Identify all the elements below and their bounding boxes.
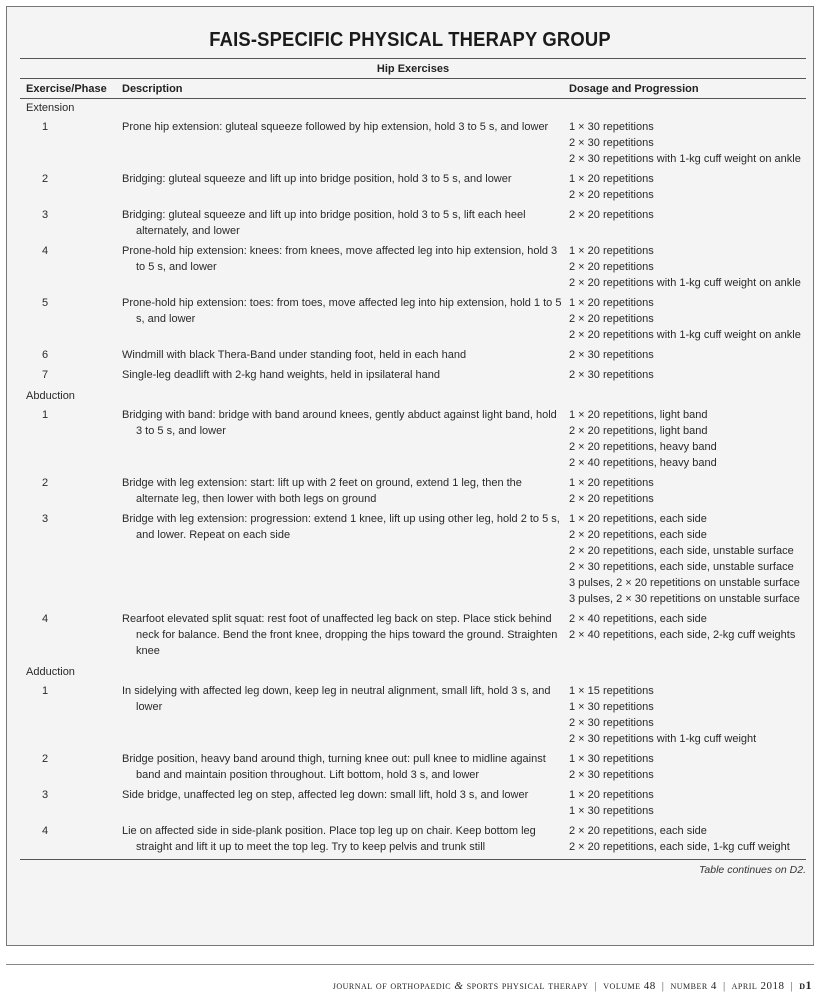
dosage-line: 1 × 20 repetitions, each side	[569, 512, 707, 525]
exercise-dosage	[569, 243, 806, 295]
table-continues-note: Table continues on D2.	[698, 863, 806, 876]
exercise-description	[122, 367, 569, 387]
dosage-line: 2 × 20 repetitions	[569, 260, 654, 273]
dosage-line: 2 × 20 repetitions, each side, 1-kg cuff weight	[569, 840, 790, 853]
exercise-number: 1	[42, 408, 49, 421]
exercise-dosage	[569, 347, 806, 367]
description-text: Bridging with band: bridge with band around knees, gently abduct against light band, hold 3 to 5 s, and lower	[122, 408, 557, 437]
exercise-number: 3	[42, 208, 49, 221]
exercise-description	[122, 407, 569, 475]
exercise-dosage	[569, 407, 806, 475]
exercise-dosage	[569, 683, 806, 751]
table-row	[20, 367, 806, 387]
dosage-line: 2 × 40 repetitions, each side	[569, 612, 707, 625]
exercise-number: 2	[42, 752, 49, 765]
exercise-number: 7	[42, 368, 49, 381]
dosage-line: 2 × 20 repetitions	[569, 188, 654, 201]
exercise-dosage	[569, 207, 806, 243]
dosage-line: 1 × 20 repetitions	[569, 788, 654, 801]
dosage-line: 2 × 20 repetitions	[569, 492, 654, 505]
dosage-line: 2 × 30 repetitions	[569, 368, 654, 381]
exercise-number: 1	[42, 684, 49, 697]
exercise-description	[122, 243, 569, 295]
phase-label: Abduction	[26, 389, 75, 402]
exercise-description	[122, 683, 569, 751]
exercise-description	[122, 823, 569, 860]
exercise-number: 4	[42, 612, 49, 625]
exercise-description	[122, 751, 569, 787]
description-text: Lie on affected side in side-plank position. Place top leg up on chair. Keep bottom leg straight and lift it up to meet the top leg. Try to keep pelvis and trunk still	[122, 824, 536, 853]
dosage-line: 1 × 30 repetitions	[569, 700, 654, 713]
table-row	[20, 683, 806, 751]
exercise-dosage	[569, 171, 806, 207]
dosage-line: 1 × 15 repetitions	[569, 684, 654, 697]
description-text: Bridging: gluteal squeeze and lift up into bridge position, hold 3 to 5 s, and lower	[122, 172, 512, 185]
phase-row	[20, 663, 806, 683]
dosage-line: 2 × 40 repetitions, heavy band	[569, 456, 717, 469]
dosage-line: 1 × 20 repetitions	[569, 296, 654, 309]
header-dosage: Dosage and Progression	[569, 79, 806, 99]
dosage-line: 3 pulses, 2 × 30 repetitions on unstable surface	[569, 592, 800, 605]
description-text: In sidelying with affected leg down, keep leg in neutral alignment, small lift, hold 3 s, and lower	[122, 684, 551, 713]
exercise-description	[122, 347, 569, 367]
dosage-line: 2 × 20 repetitions, heavy band	[569, 440, 717, 453]
table-row	[20, 243, 806, 295]
dosage-line: 2 × 40 repetitions, each side, 2-kg cuff weights	[569, 628, 796, 641]
table-body	[20, 99, 806, 860]
dosage-line: 2 × 30 repetitions	[569, 716, 654, 729]
table-row	[20, 787, 806, 823]
exercise-description	[122, 787, 569, 823]
dosage-line: 1 × 20 repetitions	[569, 476, 654, 489]
exercise-number: 3	[42, 788, 49, 801]
header-description: Description	[122, 79, 569, 99]
exercise-table	[20, 58, 806, 876]
exercise-dosage	[569, 787, 806, 823]
exercise-description	[122, 119, 569, 171]
dosage-line: 1 × 30 repetitions	[569, 804, 654, 817]
dosage-line: 1 × 20 repetitions	[569, 172, 654, 185]
footer-rule	[6, 964, 814, 965]
page-footer: journal of orthopaedic & sports physical therapy | volume 48 | number 4 | april 2018 | d1	[332, 978, 812, 992]
dosage-line: 2 × 20 repetitions with 1-kg cuff weight on ankle	[569, 328, 801, 341]
phase-row	[20, 99, 806, 119]
page-number: d1	[799, 978, 812, 992]
table-row	[20, 751, 806, 787]
table-title: FAIS-SPECIFIC PHYSICAL THERAPY GROUP	[209, 29, 611, 51]
exercise-description	[122, 207, 569, 243]
footer-date: april 2018	[731, 980, 785, 992]
exercise-description	[122, 171, 569, 207]
footer-number: number 4	[670, 980, 717, 992]
phase-row	[20, 387, 806, 407]
page-frame	[6, 6, 814, 946]
dosage-line: 2 × 20 repetitions, each side	[569, 528, 707, 541]
exercise-description	[122, 475, 569, 511]
section-heading: Hip Exercises	[20, 59, 806, 79]
description-text: Prone hip extension: gluteal squeeze followed by hip extension, hold 3 to 5 s, and lower	[122, 120, 549, 133]
dosage-line: 2 × 20 repetitions, each side	[569, 824, 707, 837]
table-row	[20, 611, 806, 663]
exercise-number: 5	[42, 296, 49, 309]
exercise-number: 4	[42, 244, 49, 257]
table-row	[20, 407, 806, 475]
dosage-line: 2 × 30 repetitions	[569, 348, 654, 361]
description-text: Bridging: gluteal squeeze and lift up into bridge position, hold 3 to 5 s, lift each heel alternately, and lower	[122, 208, 526, 237]
description-text: Bridge with leg extension: start: lift up with 2 feet on ground, extend 1 leg, then the alternate leg, then lower with both legs on ground	[122, 476, 522, 505]
exercise-number: 6	[42, 348, 49, 361]
dosage-line: 2 × 20 repetitions with 1-kg cuff weight on ankle	[569, 276, 801, 289]
dosage-line: 1 × 20 repetitions	[569, 244, 654, 257]
table-row	[20, 475, 806, 511]
table-row	[20, 823, 806, 860]
description-text: Windmill with black Thera-Band under standing foot, held in each hand	[122, 348, 467, 361]
dosage-line: 1 × 30 repetitions	[569, 752, 654, 765]
exercise-dosage	[569, 295, 806, 347]
description-text: Side bridge, unaffected leg on step, affected leg down: small lift, hold 3 s, and lower	[122, 788, 529, 801]
dosage-line: 2 × 20 repetitions, each side, unstable surface	[569, 544, 794, 557]
dosage-line: 3 pulses, 2 × 20 repetitions on unstable surface	[569, 576, 800, 589]
description-text: Bridge position, heavy band around thigh, turning knee out: pull knee to midline against band and maintain position throughout. Lift bottom, hold 3 s, and lower	[122, 752, 546, 781]
dosage-line: 1 × 30 repetitions	[569, 120, 654, 133]
exercise-number: 2	[42, 476, 49, 489]
table-row	[20, 295, 806, 347]
dosage-line: 2 × 30 repetitions with 1-kg cuff weight	[569, 732, 757, 745]
exercise-dosage	[569, 611, 806, 663]
dosage-line: 1 × 20 repetitions, light band	[569, 408, 708, 421]
footer-journal: journal of orthopaedic & sports physical therapy	[332, 980, 589, 992]
exercise-grid	[20, 79, 806, 860]
exercise-number: 4	[20, 823, 122, 860]
dosage-line: 2 × 30 repetitions, each side, unstable surface	[569, 560, 794, 573]
description-text: Single-leg deadlift with 2-kg hand weights, held in ipsilateral hand	[122, 368, 440, 381]
exercise-dosage	[569, 367, 806, 387]
table-row	[20, 347, 806, 367]
exercise-number: 2	[42, 172, 49, 185]
exercise-description	[122, 295, 569, 347]
description-text: Rearfoot elevated split squat: rest foot of unaffected leg back on step. Place stick behind neck for balance. Bend the front knee, dropping the hips toward the ground. Straighten knee	[122, 612, 558, 657]
phase-label: Extension	[26, 102, 75, 114]
dosage-line: 2 × 20 repetitions, light band	[569, 424, 708, 437]
exercise-number: 1	[42, 120, 49, 133]
exercise-dosage	[569, 751, 806, 787]
table-row	[20, 171, 806, 207]
description-text: Prone-hold hip extension: knees: from knees, move affected leg into hip extension, hold 3 to 5 s, and lower	[122, 244, 558, 273]
dosage-line: 2 × 30 repetitions with 1-kg cuff weight on ankle	[569, 152, 801, 165]
dosage-line: 2 × 20 repetitions	[569, 312, 654, 325]
exercise-description	[122, 511, 569, 611]
exercise-dosage	[569, 511, 806, 611]
description-text: Prone-hold hip extension: toes: from toes, move affected leg into hip extension, hold 1 to 5 s, and lower	[122, 296, 562, 325]
exercise-number: 3	[42, 512, 49, 525]
table-row	[20, 207, 806, 243]
dosage-line: 2 × 20 repetitions	[569, 208, 654, 221]
description-text: Bridge with leg extension: progression: extend 1 knee, lift up using other leg, hold 2 to 5 s, and lower. Repeat on each side	[122, 512, 560, 541]
header-exercise-phase: Exercise/Phase	[20, 79, 122, 99]
ampersand: &	[454, 980, 464, 992]
dosage-line: 2 × 30 repetitions	[569, 136, 654, 149]
exercise-dosage	[569, 119, 806, 171]
dosage-line: 2 × 30 repetitions	[569, 768, 654, 781]
footer-volume: volume 48	[603, 980, 656, 992]
phase-label: Adduction	[26, 665, 75, 678]
table-row	[20, 119, 806, 171]
table-row	[20, 511, 806, 611]
exercise-dosage	[569, 475, 806, 511]
exercise-dosage	[569, 823, 806, 860]
header-row	[20, 79, 806, 99]
exercise-description	[122, 611, 569, 663]
